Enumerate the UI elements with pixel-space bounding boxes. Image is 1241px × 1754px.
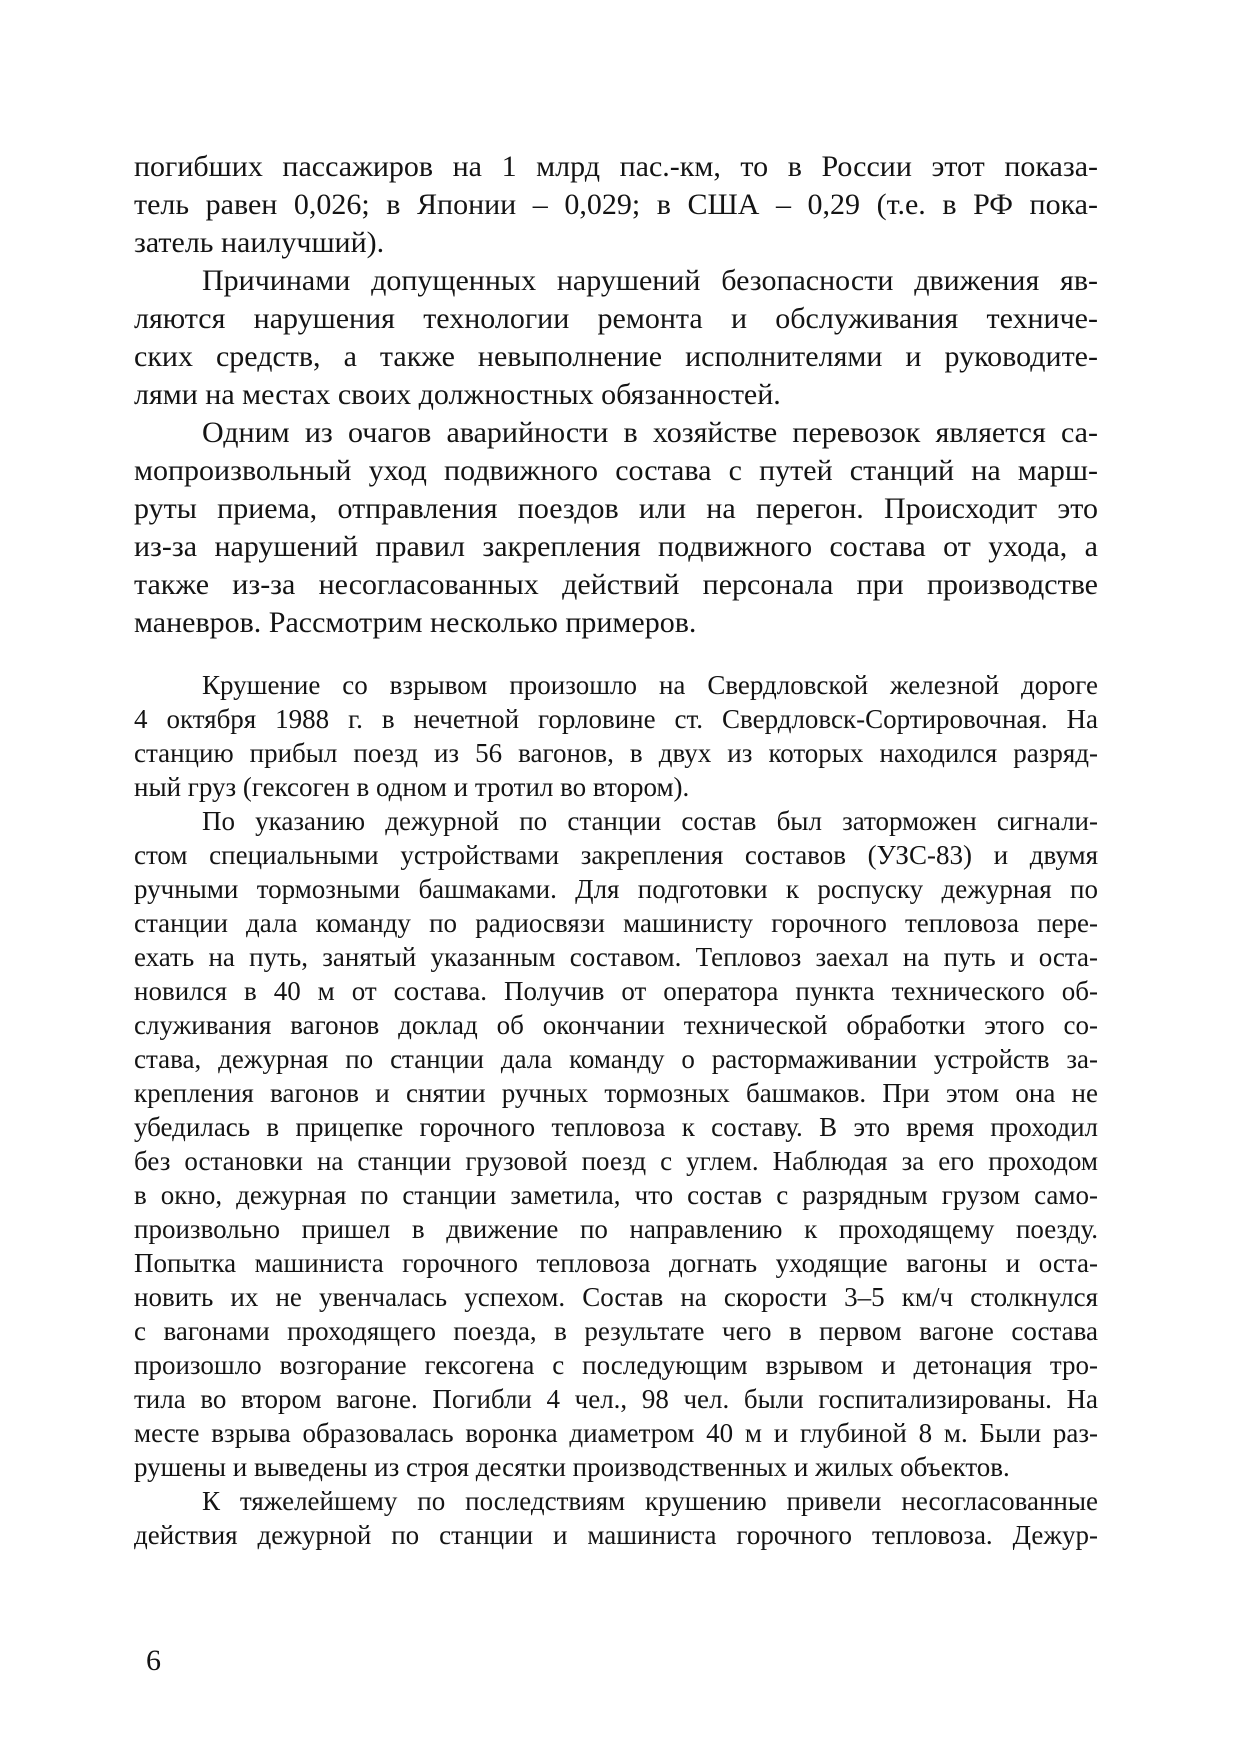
text-line: К тяжелейшему по последствиям крушению привели несогласованные <box>202 1486 1098 1516</box>
text-line: служивания вагонов доклад об окончании технической обработки этого со- <box>134 1010 1098 1040</box>
paragraph <box>134 1484 1098 1552</box>
text-line: ручными тормозными башмаками. Для подготовки к роспуску дежурная по <box>134 874 1098 904</box>
text-line: действия дежурной по станции и машиниста горочного тепловоза. Дежур- <box>134 1520 1098 1550</box>
text-line: маневров. Рассмотрим несколько примеров. <box>134 606 697 639</box>
text-line: Одним из очагов аварийности в хозяйстве перевозок является са- <box>202 416 1098 449</box>
text-line: Попытка машиниста горочного тепловоза догнать уходящие вагоны и оста- <box>134 1248 1098 1278</box>
text-line: из-за нарушений правил закрепления подвижного состава от ухода, а <box>134 530 1098 563</box>
text-line: руты приема, отправления поездов или на перегон. Происходит это <box>134 492 1098 525</box>
text-line: погибших пассажиров на 1 млрд пас.-км, то в России этот показа- <box>134 150 1098 183</box>
text-line: лями на местах своих должностных обязанностей. <box>134 378 781 411</box>
page-number: 6 <box>146 1644 161 1677</box>
text-line: произвольно пришел в движение по направлению к проходящему поезду. <box>134 1214 1098 1244</box>
text-line: тель равен 0,026; в Японии – 0,029; в США – 0,29 (т.е. в РФ пока- <box>134 188 1098 221</box>
text-line: станции дала команду по радиосвязи машинисту горочного тепловоза пере- <box>134 908 1098 938</box>
text-line: с вагонами проходящего поезда, в результате чего в первом вагоне состава <box>134 1316 1098 1346</box>
text-line: убедилась в прицепке горочного тепловоза к составу. В это время проходил <box>134 1112 1098 1142</box>
text-column <box>134 148 1098 1552</box>
text-line: тила во втором вагоне. Погибли 4 чел., 98 чел. были госпитализированы. На <box>134 1384 1098 1414</box>
text-line: без остановки на станции грузовой поезд с углем. Наблюдая за его проходом <box>134 1146 1098 1176</box>
text-line: ехать на путь, занятый указанным составом. Тепловоз заехал на путь и оста- <box>134 942 1098 972</box>
text-line: станцию прибыл поезд из 56 вагонов, в двух из которых находился разряд- <box>134 738 1098 768</box>
text-line: затель наилучший). <box>134 226 385 259</box>
text-line: новился в 40 м от состава. Получив от оператора пункта технического об- <box>134 976 1098 1006</box>
text-line: Причинами допущенных нарушений безопасности движения яв- <box>202 264 1098 297</box>
text-line: рушены и выведены из строя десятки производственных и жилых объектов. <box>134 1452 1010 1482</box>
text-line: мопроизвольный уход подвижного состава с путей станций на марш- <box>134 454 1098 487</box>
text-block-secondary <box>134 668 1098 1552</box>
text-line: По указанию дежурной по станции состав был заторможен сигнали- <box>202 806 1098 836</box>
paragraph <box>134 668 1098 804</box>
text-line: новить их не увенчалась успехом. Состав на скорости 3–5 км/ч столкнулся <box>134 1282 1098 1312</box>
text-line: ских средств, а также невыполнение исполнителями и руководите- <box>134 340 1098 373</box>
text-line: крепления вагонов и снятии ручных тормозных башмаков. При этом она не <box>134 1078 1098 1108</box>
text-line: ный груз (гексоген в одном и тротил во втором). <box>134 772 690 802</box>
text-line: в окно, дежурная по станции заметила, что состав с разрядным грузом само- <box>134 1180 1098 1210</box>
text-line: става, дежурная по станции дала команду о растормаживании устройств за- <box>134 1044 1098 1074</box>
text-line: 4 октября 1988 г. в нечетной горловине ст. Свердловск-Сортировочная. На <box>134 704 1098 734</box>
text-line: произошло возгорание гексогена с последующим взрывом и детонация тро- <box>134 1350 1098 1380</box>
text-line: Крушение со взрывом произошло на Свердловской железной дороге <box>202 670 1098 700</box>
text-line: стом специальными устройствами закрепления составов (УЗС-83) и двумя <box>134 840 1098 870</box>
text-block-primary <box>134 148 1098 642</box>
text-line: также из-за несогласованных действий персонала при производстве <box>134 568 1098 601</box>
text-line: ляются нарушения технологии ремонта и обслуживания техниче- <box>134 302 1098 335</box>
paragraph <box>134 148 1098 262</box>
paragraph <box>134 414 1098 642</box>
paragraph <box>134 262 1098 414</box>
text-line: месте взрыва образовалась воронка диаметром 40 м и глубиной 8 м. Были раз- <box>134 1418 1098 1448</box>
paragraph <box>134 804 1098 1484</box>
